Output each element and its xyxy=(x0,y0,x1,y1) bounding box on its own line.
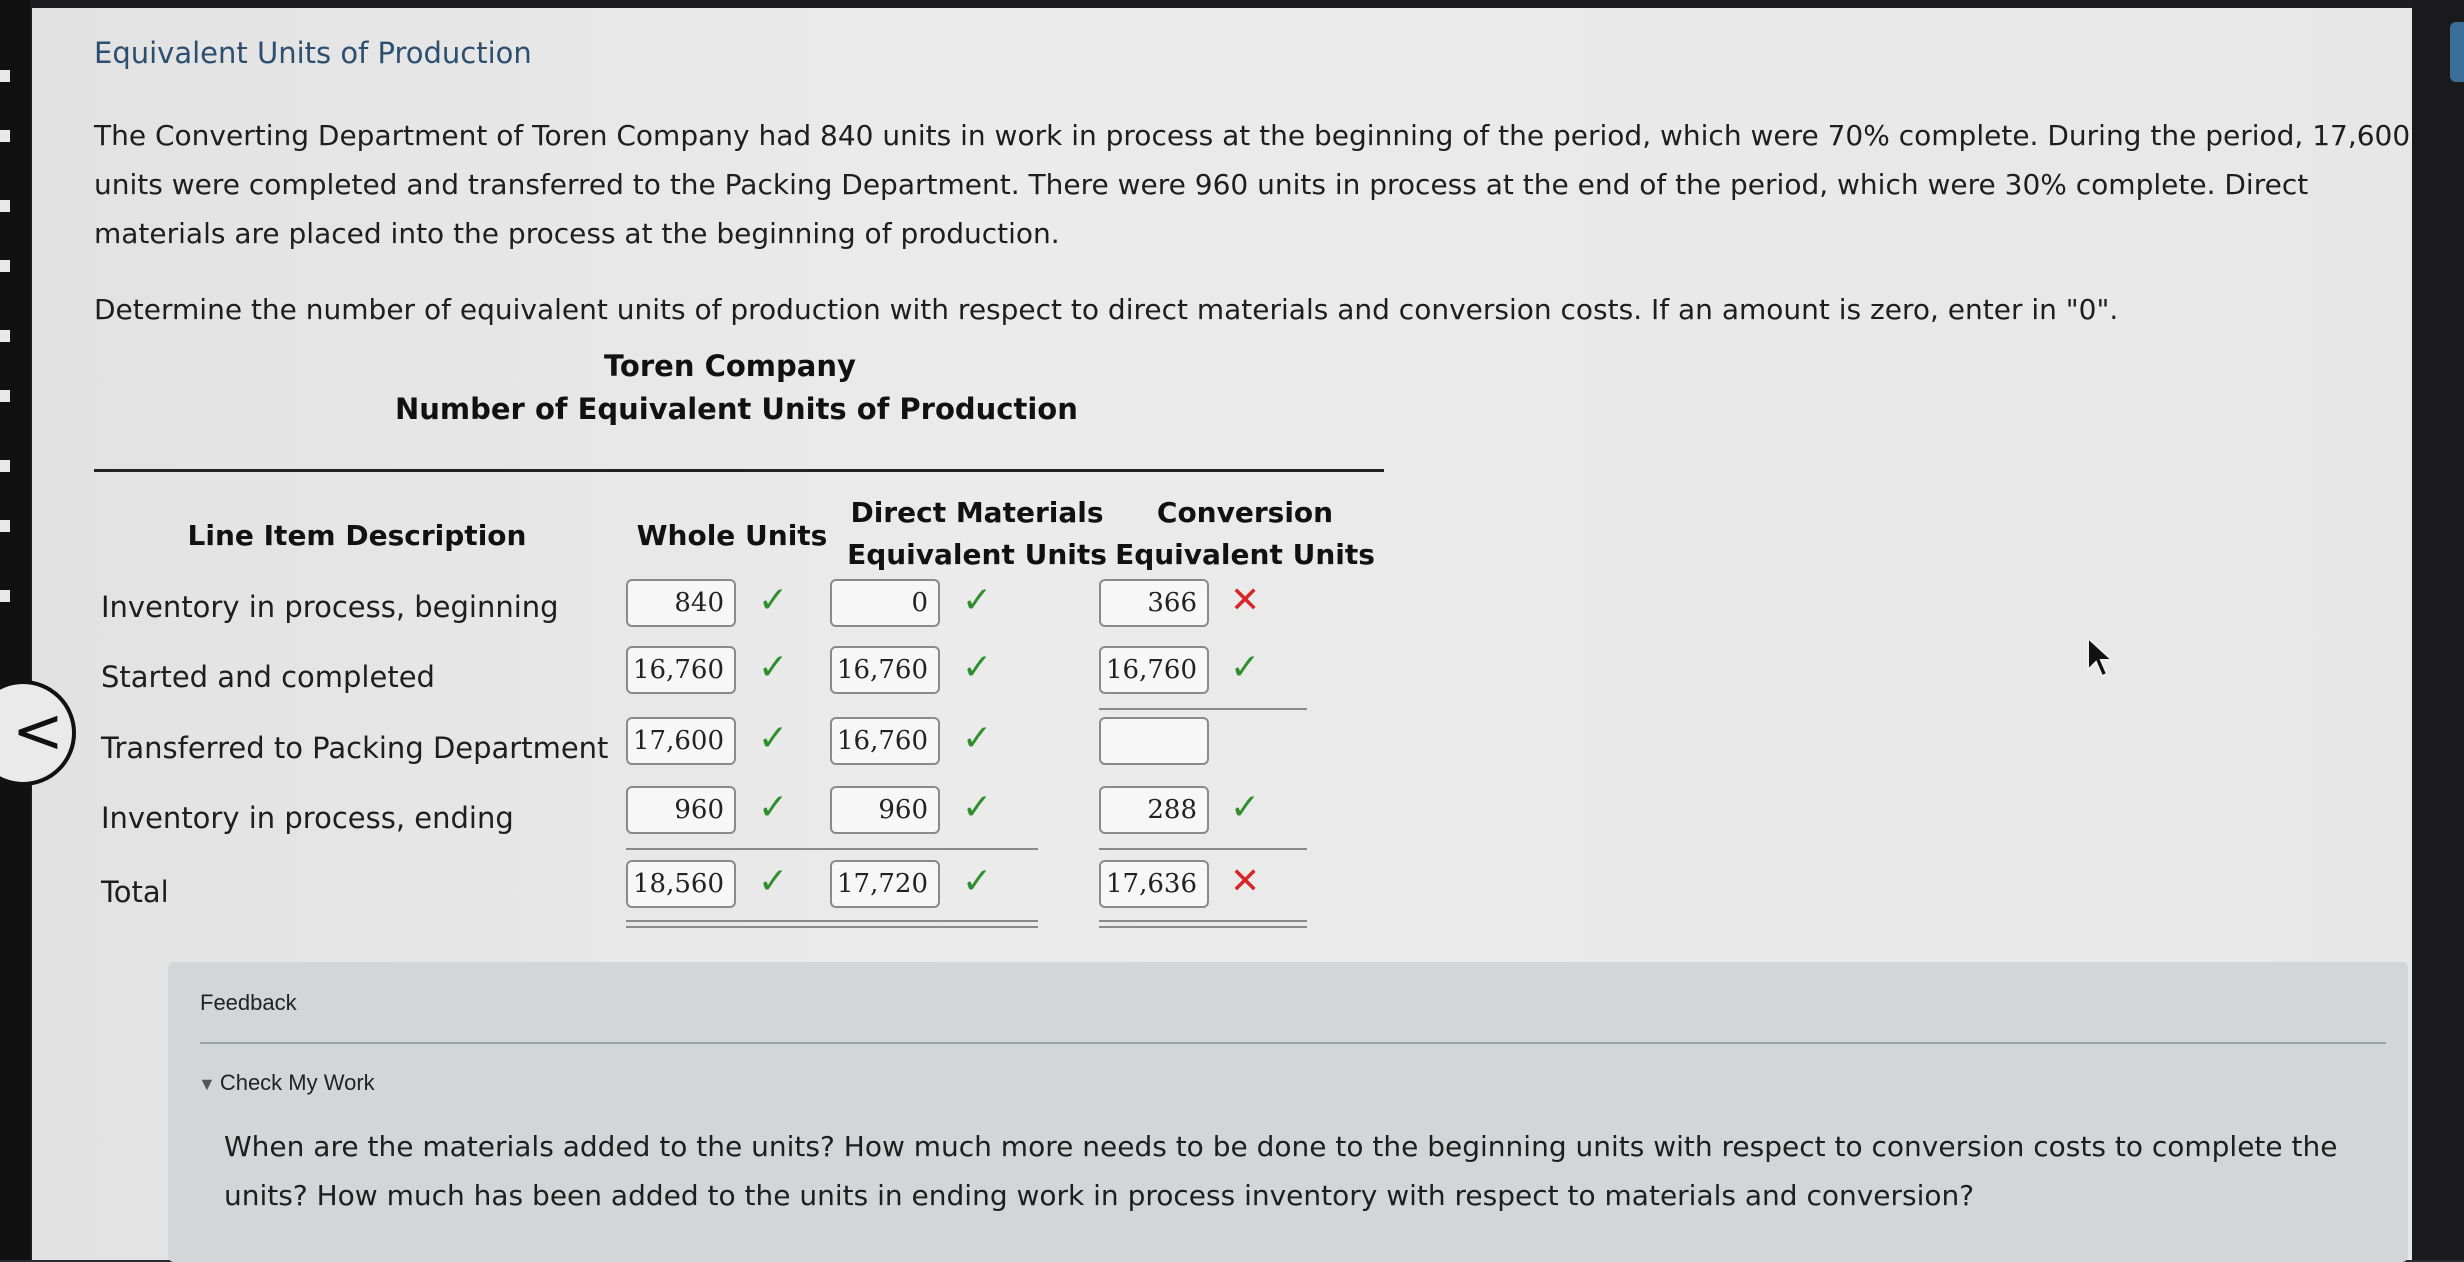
conv-input-row-1[interactable]: 366 xyxy=(1099,579,1209,627)
subtotal-rule xyxy=(1099,848,1307,850)
total-double-rule xyxy=(1099,920,1307,922)
section-title: Equivalent Units of Production xyxy=(94,36,532,70)
dm-input-row-4[interactable]: 960 xyxy=(830,786,940,834)
checkmark-icon: ✓ xyxy=(962,787,993,828)
checkmark-icon: ✓ xyxy=(758,580,789,621)
checkmark-icon: ✓ xyxy=(1230,787,1261,828)
header-conv-line1: Conversion xyxy=(1156,496,1334,529)
checkmark-icon: ✓ xyxy=(962,647,993,688)
header-dm-line1: Direct Materials xyxy=(850,496,1104,529)
feedback-label: Feedback xyxy=(200,990,297,1015)
check-my-work-label: Check My Work xyxy=(219,1070,375,1095)
checkmark-icon: ✓ xyxy=(758,718,789,759)
total-double-rule xyxy=(830,920,1038,922)
header-whole-units: Whole Units xyxy=(636,519,828,552)
checkmark-icon: ✓ xyxy=(758,787,789,828)
triangle-down-icon: ▼ xyxy=(198,1074,216,1094)
instruction-text: Determine the number of equivalent units of production with respect to direct materials and conversion costs. If an amount is zero, enter in "0". xyxy=(94,293,2119,326)
row-label: Total xyxy=(101,875,169,909)
checkmark-icon: ✓ xyxy=(962,861,993,902)
total-double-rule xyxy=(626,920,834,922)
whole-input-row-1[interactable]: 840 xyxy=(626,579,736,627)
row-label: Inventory in process, beginning xyxy=(101,590,559,624)
chevron-left-icon: < xyxy=(12,694,64,767)
dm-input-row-1[interactable]: 0 xyxy=(830,579,940,627)
whole-input-row-4[interactable]: 960 xyxy=(626,786,736,834)
whole-input-row-2[interactable]: 16,760 xyxy=(626,646,736,694)
row-label: Inventory in process, ending xyxy=(101,801,514,835)
header-line-item-description: Line Item Description xyxy=(187,519,527,552)
feedback-divider xyxy=(200,1042,2386,1044)
x-mark-icon: ✕ xyxy=(1230,861,1261,902)
dm-input-row-5[interactable]: 17,720 xyxy=(830,860,940,908)
left-bezel xyxy=(0,0,30,1260)
conv-input-row-5[interactable]: 17,636 xyxy=(1099,860,1209,908)
problem-text: The Converting Department of Toren Company had 840 units in work in process at the beginning of the period, which were 70% complete. During the period, 17,600 units were completed and transferred to the Packing Department. There were 960 units in process at the end of the period, which were 30% complete. Direct materials are placed into the process at the beginning of production. xyxy=(94,119,2411,250)
checkmark-icon: ✓ xyxy=(758,647,789,688)
total-double-rule xyxy=(830,926,1038,928)
total-double-rule xyxy=(1099,926,1307,928)
conv-input-row-4[interactable]: 288 xyxy=(1099,786,1209,834)
checkmark-icon: ✓ xyxy=(758,861,789,902)
subtotal-rule xyxy=(626,848,834,850)
header-dm-line2: Equivalent Units xyxy=(847,538,1107,571)
company-name: Toren Company xyxy=(604,349,856,383)
subtotal-rule xyxy=(1099,708,1307,710)
header-conv-line2: Equivalent Units xyxy=(1115,538,1375,571)
conv-input-row-3[interactable] xyxy=(1099,717,1209,765)
right-bezel xyxy=(2412,0,2464,1260)
subtotal-rule xyxy=(830,848,1038,850)
scrollbar-thumb[interactable] xyxy=(2450,22,2464,82)
checkmark-icon: ✓ xyxy=(962,718,993,759)
dm-input-row-2[interactable]: 16,760 xyxy=(830,646,940,694)
check-my-work-toggle[interactable] xyxy=(198,1070,375,1096)
feedback-panel xyxy=(168,962,2408,1262)
mouse-pointer-icon xyxy=(2086,636,2116,680)
header-conversion xyxy=(1080,492,1410,576)
row-label: Transferred to Packing Department xyxy=(101,731,609,765)
conv-input-row-2[interactable]: 16,760 xyxy=(1099,646,1209,694)
row-label: Started and completed xyxy=(101,660,435,694)
checkmark-icon: ✓ xyxy=(962,580,993,621)
assignment-page xyxy=(32,8,2412,1260)
x-mark-icon: ✕ xyxy=(1230,580,1261,621)
checkmark-icon: ✓ xyxy=(1230,647,1261,688)
whole-input-row-3[interactable]: 17,600 xyxy=(626,717,736,765)
total-double-rule xyxy=(626,926,834,928)
dm-input-row-3[interactable]: 16,760 xyxy=(830,717,940,765)
whole-input-row-5[interactable]: 18,560 xyxy=(626,860,736,908)
report-title: Number of Equivalent Units of Production xyxy=(395,392,1078,426)
feedback-text: When are the materials added to the units? How much more needs to be done to the beginning units with respect to conversion costs to complete the units? How much has been added to the units in ending work in process inventory with respect to materials and conversion? xyxy=(224,1130,2338,1212)
table-top-rule xyxy=(94,469,1384,472)
